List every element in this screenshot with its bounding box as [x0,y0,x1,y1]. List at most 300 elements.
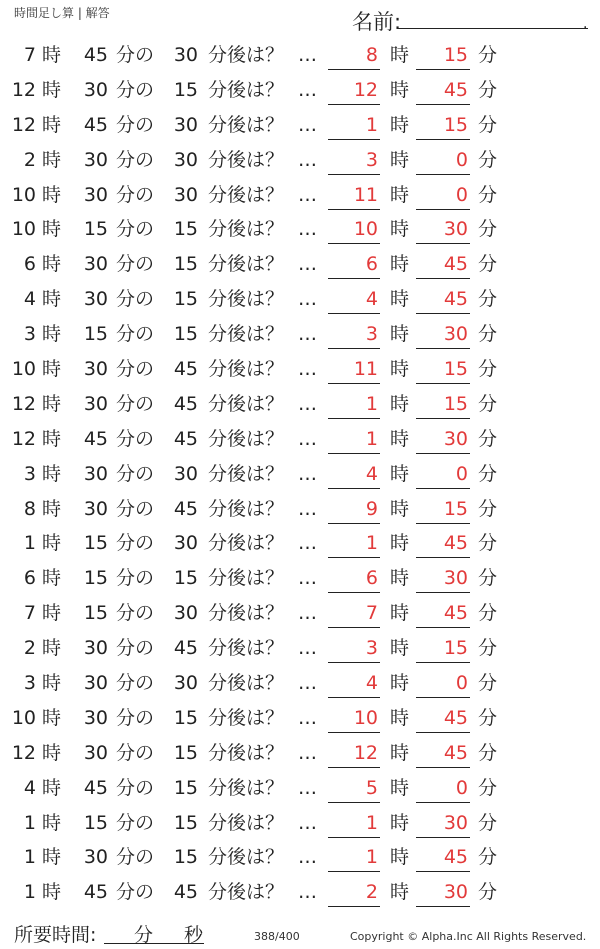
ellipsis: … [298,811,318,834]
minute-label: 分 [478,776,498,799]
problem-row [0,457,600,492]
hour-label: 時 [390,672,410,695]
start-hour: 1 [23,811,36,834]
hour-label: 時 [390,323,410,346]
minute-of-label: 分の [116,532,155,555]
minute-of-label: 分の [116,183,155,206]
minute-label: 分 [478,497,498,520]
problem-row [0,178,600,213]
minute-of-label: 分の [116,776,155,799]
start-hour: 7 [23,602,36,625]
answer-minute[interactable]: 45 [416,602,470,628]
start-minute: 30 [83,637,108,660]
minute-label: 分 [478,602,498,625]
hour-label: 時 [42,427,62,450]
minute-of-label: 分の [116,218,155,241]
start-minute: 15 [83,567,108,590]
answer-hour[interactable]: 12 [328,742,380,768]
ellipsis: … [298,497,318,520]
start-hour: 12 [11,741,36,764]
hour-label: 時 [390,637,410,660]
answer-hour[interactable]: 8 [328,44,380,70]
added-minutes: 15 [173,253,198,276]
start-minute: 30 [83,148,108,171]
question-suffix: 分後は？ [208,741,285,764]
minute-label: 分 [478,846,498,869]
problem-row [0,736,600,771]
time-taken-label: 所要時間: [14,924,97,946]
answer-minute[interactable]: 15 [416,498,470,524]
hour-label: 時 [390,427,410,450]
answer-minute[interactable]: 15 [416,393,470,419]
answer-minute[interactable]: 0 [416,149,470,175]
minute-label: 分 [478,532,498,555]
question-suffix: 分後は？ [208,846,285,869]
added-minutes: 30 [173,602,198,625]
hour-label: 時 [390,148,410,171]
question-suffix: 分後は？ [208,148,285,171]
hour-label: 時 [390,811,410,834]
answer-hour[interactable]: 6 [328,567,380,593]
worksheet-title: 時間足し算 | 解答 [14,6,110,20]
start-hour: 1 [23,881,36,904]
problem-row [0,212,600,247]
hour-label: 時 [42,44,62,66]
problem-row [0,108,600,143]
answer-minute[interactable]: 45 [416,532,470,558]
minute-of-label: 分の [116,497,155,520]
minute-label: 分 [478,637,498,660]
minute-of-label: 分の [116,148,155,171]
answer-hour[interactable]: 11 [328,184,380,210]
start-minute: 45 [83,881,108,904]
hour-label: 時 [42,776,62,799]
hour-label: 時 [390,462,410,485]
answer-minute[interactable]: 45 [416,79,470,105]
hour-label: 時 [42,392,62,415]
hour-label: 時 [390,567,410,590]
added-minutes: 45 [173,427,198,450]
start-hour: 10 [11,358,36,381]
ellipsis: … [298,706,318,729]
answer-minute[interactable]: 45 [416,707,470,733]
question-suffix: 分後は？ [208,706,285,729]
answer-minute[interactable]: 15 [416,114,470,140]
problem-row [0,561,600,596]
answer-hour[interactable]: 5 [328,777,380,803]
answer-minute[interactable]: 15 [416,44,470,70]
problem-row [0,771,600,806]
start-minute: 30 [83,741,108,764]
answer-minute[interactable]: 45 [416,288,470,314]
start-hour: 10 [11,183,36,206]
added-minutes: 15 [173,741,198,764]
ellipsis: … [298,253,318,276]
answer-minute[interactable]: 15 [416,358,470,384]
hour-label: 時 [390,358,410,381]
hour-label: 時 [42,78,62,101]
start-minute: 15 [83,532,108,555]
answer-hour[interactable]: 1 [328,846,380,872]
minute-of-label: 分の [116,462,155,485]
question-suffix: 分後は？ [208,218,285,241]
start-hour: 4 [23,776,36,799]
minute-of-label: 分の [116,741,155,764]
minute-of-label: 分の [116,358,155,381]
hour-label: 時 [390,881,410,904]
hour-label: 時 [42,532,62,555]
hour-label: 時 [390,113,410,136]
ellipsis: … [298,462,318,485]
problem-row [0,247,600,282]
minute-label: 分 [478,672,498,695]
question-suffix: 分後は？ [208,288,285,311]
minute-of-label: 分の [116,567,155,590]
problem-row [0,317,600,352]
question-suffix: 分後は？ [208,427,285,450]
added-minutes: 15 [173,218,198,241]
hour-label: 時 [390,741,410,764]
minute-label: 分 [478,323,498,346]
question-suffix: 分後は？ [208,776,285,799]
answer-minute[interactable]: 30 [416,567,470,593]
question-suffix: 分後は？ [208,881,285,904]
problem-row [0,806,600,841]
hour-label: 時 [390,497,410,520]
start-minute: 45 [83,44,108,66]
problem-row [0,631,600,666]
added-minutes: 15 [173,323,198,346]
added-minutes: 15 [173,776,198,799]
minute-of-label: 分の [116,78,155,101]
added-minutes: 30 [173,532,198,555]
start-hour: 3 [23,323,36,346]
answer-hour[interactable]: 3 [328,323,380,349]
minute-label: 分 [478,706,498,729]
answer-hour[interactable]: 1 [328,114,380,140]
start-hour: 3 [23,672,36,695]
answer-minute[interactable]: 30 [416,218,470,244]
answer-hour[interactable]: 7 [328,602,380,628]
minute-label: 分 [478,253,498,276]
start-minute: 45 [83,776,108,799]
start-minute: 15 [83,602,108,625]
hour-label: 時 [390,44,410,66]
added-minutes: 45 [173,358,198,381]
answer-minute[interactable]: 30 [416,812,470,838]
ellipsis: … [298,78,318,101]
seconds-unit: 秒 [184,924,204,946]
answer-hour[interactable]: 9 [328,498,380,524]
hour-label: 時 [42,462,62,485]
answer-minute[interactable]: 0 [416,777,470,803]
problem-row [0,73,600,108]
ellipsis: … [298,846,318,869]
question-suffix: 分後は？ [208,183,285,206]
problem-row [0,492,600,527]
hour-label: 時 [42,567,62,590]
problem-row [0,701,600,736]
answer-hour[interactable]: 6 [328,253,380,279]
minute-of-label: 分の [116,811,155,834]
start-hour: 4 [23,288,36,311]
minute-label: 分 [478,811,498,834]
hour-label: 時 [42,218,62,241]
start-minute: 30 [83,462,108,485]
minute-of-label: 分の [116,392,155,415]
answer-minute[interactable]: 0 [416,184,470,210]
minute-of-label: 分の [116,846,155,869]
ellipsis: … [298,776,318,799]
start-minute: 30 [83,706,108,729]
answer-minute[interactable]: 45 [416,846,470,872]
ellipsis: … [298,113,318,136]
minute-label: 分 [478,462,498,485]
minute-label: 分 [478,113,498,136]
ellipsis: … [298,392,318,415]
added-minutes: 15 [173,846,198,869]
name-field[interactable] [398,28,588,29]
added-minutes: 30 [173,183,198,206]
answer-hour[interactable]: 3 [328,149,380,175]
ellipsis: … [298,672,318,695]
start-hour: 12 [11,392,36,415]
ellipsis: … [298,427,318,450]
hour-label: 時 [42,602,62,625]
minute-of-label: 分の [116,637,155,660]
minute-label: 分 [478,78,498,101]
added-minutes: 15 [173,567,198,590]
minute-of-label: 分の [116,288,155,311]
minute-label: 分 [478,288,498,311]
problem-list [0,38,600,910]
ellipsis: … [298,637,318,660]
added-minutes: 30 [173,44,198,66]
question-suffix: 分後は？ [208,44,285,66]
minute-label: 分 [478,183,498,206]
hour-label: 時 [42,672,62,695]
added-minutes: 45 [173,881,198,904]
ellipsis: … [298,288,318,311]
start-minute: 30 [83,672,108,695]
answer-minute[interactable]: 0 [416,672,470,698]
ellipsis: … [298,44,318,66]
answer-hour[interactable]: 1 [328,532,380,558]
answer-hour[interactable]: 10 [328,707,380,733]
question-suffix: 分後は？ [208,462,285,485]
question-suffix: 分後は？ [208,358,285,381]
answer-hour[interactable]: 2 [328,881,380,907]
start-hour: 12 [11,113,36,136]
start-hour: 6 [23,567,36,590]
hour-label: 時 [42,253,62,276]
time-taken-field[interactable] [104,920,204,944]
added-minutes: 45 [173,497,198,520]
hour-label: 時 [390,253,410,276]
hour-label: 時 [390,288,410,311]
start-minute: 15 [83,218,108,241]
minutes-unit: 分 [134,924,154,946]
minute-label: 分 [478,358,498,381]
start-hour: 10 [11,706,36,729]
problem-row [0,143,600,178]
problem-row [0,387,600,422]
answer-minute[interactable]: 45 [416,253,470,279]
start-minute: 30 [83,497,108,520]
start-hour: 1 [23,846,36,869]
hour-label: 時 [42,497,62,520]
problem-row [0,666,600,701]
minute-of-label: 分の [116,427,155,450]
hour-label: 時 [390,183,410,206]
hour-label: 時 [390,532,410,555]
question-suffix: 分後は？ [208,497,285,520]
ellipsis: … [298,532,318,555]
hour-label: 時 [42,323,62,346]
added-minutes: 15 [173,706,198,729]
hour-label: 時 [42,706,62,729]
start-hour: 12 [11,427,36,450]
ellipsis: … [298,741,318,764]
start-hour: 7 [23,44,36,66]
answer-hour[interactable]: 1 [328,812,380,838]
start-hour: 8 [23,497,36,520]
added-minutes: 45 [173,637,198,660]
minute-of-label: 分の [116,323,155,346]
start-hour: 12 [11,78,36,101]
start-minute: 15 [83,811,108,834]
answer-hour[interactable]: 10 [328,218,380,244]
added-minutes: 15 [173,288,198,311]
start-minute: 30 [83,78,108,101]
answer-minute[interactable]: 45 [416,742,470,768]
minute-label: 分 [478,392,498,415]
problem-row [0,596,600,631]
answer-hour[interactable]: 4 [328,463,380,489]
start-hour: 10 [11,218,36,241]
minute-label: 分 [478,218,498,241]
minute-of-label: 分の [116,706,155,729]
added-minutes: 30 [173,148,198,171]
minute-label: 分 [478,741,498,764]
answer-minute[interactable]: 30 [416,323,470,349]
question-suffix: 分後は？ [208,637,285,660]
answer-hour[interactable]: 3 [328,637,380,663]
start-minute: 30 [83,253,108,276]
minute-label: 分 [478,567,498,590]
problem-row [0,352,600,387]
start-hour: 1 [23,532,36,555]
hour-label: 時 [390,846,410,869]
minute-label: 分 [478,427,498,450]
hour-label: 時 [390,602,410,625]
answer-hour[interactable]: 11 [328,358,380,384]
answer-hour[interactable]: 1 [328,393,380,419]
start-hour: 2 [23,637,36,660]
added-minutes: 30 [173,462,198,485]
start-minute: 30 [83,392,108,415]
minute-label: 分 [478,44,498,66]
start-minute: 45 [83,427,108,450]
copyright-notice: Copyright © Alpha.Inc All Rights Reserved. [350,930,587,943]
minute-label: 分 [478,148,498,171]
hour-label: 時 [390,218,410,241]
added-minutes: 15 [173,811,198,834]
hour-label: 時 [42,148,62,171]
answer-minute[interactable]: 30 [416,881,470,907]
ellipsis: … [298,602,318,625]
answer-hour[interactable]: 4 [328,288,380,314]
hour-label: 時 [42,741,62,764]
start-hour: 3 [23,462,36,485]
minute-of-label: 分の [116,672,155,695]
answer-hour[interactable]: 1 [328,428,380,454]
start-minute: 30 [83,846,108,869]
start-hour: 6 [23,253,36,276]
question-suffix: 分後は？ [208,253,285,276]
name-end-mark: . [583,16,588,32]
hour-label: 時 [42,288,62,311]
answer-minute[interactable]: 15 [416,637,470,663]
ellipsis: … [298,323,318,346]
question-suffix: 分後は？ [208,672,285,695]
start-minute: 45 [83,113,108,136]
hour-label: 時 [390,78,410,101]
minute-of-label: 分の [116,44,155,66]
minute-of-label: 分の [116,881,155,904]
start-minute: 15 [83,323,108,346]
added-minutes: 15 [173,78,198,101]
ellipsis: … [298,881,318,904]
answer-hour[interactable]: 4 [328,672,380,698]
question-suffix: 分後は？ [208,532,285,555]
ellipsis: … [298,183,318,206]
problem-row [0,840,600,875]
added-minutes: 45 [173,392,198,415]
question-suffix: 分後は？ [208,323,285,346]
start-minute: 30 [83,183,108,206]
hour-label: 時 [42,637,62,660]
start-hour: 2 [23,148,36,171]
answer-minute[interactable]: 0 [416,463,470,489]
answer-hour[interactable]: 12 [328,79,380,105]
added-minutes: 30 [173,672,198,695]
question-suffix: 分後は？ [208,567,285,590]
hour-label: 時 [42,113,62,136]
minute-of-label: 分の [116,602,155,625]
hour-label: 時 [42,183,62,206]
problem-row [0,422,600,457]
question-suffix: 分後は？ [208,113,285,136]
minute-label: 分 [478,881,498,904]
minute-of-label: 分の [116,253,155,276]
hour-label: 時 [390,392,410,415]
problem-row [0,526,600,561]
answer-minute[interactable]: 30 [416,428,470,454]
ellipsis: … [298,358,318,381]
question-suffix: 分後は？ [208,602,285,625]
start-minute: 30 [83,288,108,311]
hour-label: 時 [42,846,62,869]
page-number: 388/400 [254,930,300,943]
minute-of-label: 分の [116,113,155,136]
hour-label: 時 [42,358,62,381]
question-suffix: 分後は？ [208,392,285,415]
problem-row [0,38,600,73]
ellipsis: … [298,148,318,171]
problem-row [0,282,600,317]
ellipsis: … [298,218,318,241]
